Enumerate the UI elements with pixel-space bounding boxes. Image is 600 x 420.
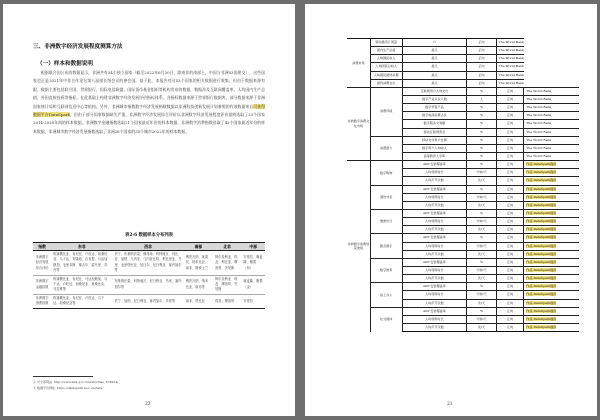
unit-cell: 分钟/天 (467, 291, 496, 299)
unit-cell: % (467, 112, 496, 120)
unit-cell: 分钟/天 (467, 315, 496, 323)
table-row (347, 258, 579, 266)
unit-cell: 分钟/天 (467, 266, 496, 274)
indicator-cell: 人均使用时长 (402, 266, 467, 274)
table-row (347, 79, 579, 87)
unit-cell: 人 (467, 95, 496, 103)
table-row (33, 275, 265, 294)
source-cell (524, 242, 579, 250)
table-cell: 博茨瓦纳、纳米比亚、南非等 (184, 275, 213, 294)
group-cell: 非洲数字消费场景类别 (347, 161, 370, 332)
subgroup-label-cell: 数字教育 (370, 258, 402, 282)
body-paragraph (33, 69, 265, 136)
table-row (33, 294, 265, 308)
indicator-cell: 移动互联网普及 (402, 128, 467, 136)
highlighted-source: 作品 DataSpark提供 (526, 268, 557, 272)
direction-cell: 正向 (496, 136, 524, 144)
indicator-cell: 人均使用时长 (402, 193, 467, 201)
table-header-cell: 南部 (184, 243, 213, 251)
highlighted-source: 作品 DataSpark提供 (526, 235, 557, 240)
direction-cell: 正向 (496, 185, 524, 193)
paragraph-text-1: 根据联合国公布的数据显示，非洲共有54个独立国家（截至2022年6月30日，除南非的南部士，中国与非洲53国建交），这些国家也正是2021年中非合作论坛第八届部长级会议的参会国。基于此，本报告对这53个国家的相关数据进行收集，但由于数据来源有限，数据主要包括联合国、世界银行、国际电信联盟、国际货币基金组织等机构发布的数据，数据涉及互联网覆盖率、人均国内生产总值、外国直接投资等指标。在此基础上构建非洲数字经济发展评价指标体系，各指标数据来源于世界银行数据库，部分数据来源于非洲国家统计局和互联网信息中心等机构。另外，非洲城市指数数字经济发展指数数据以非洲科技创新发展计划参照的有效数据来自 (33, 70, 265, 109)
table-header-cell: 东非 (51, 243, 112, 251)
direction-cell: 正向 (467, 71, 496, 79)
direction-cell: 正向 (496, 104, 524, 112)
indicator-cell: APP 安装覆盖率 (402, 307, 467, 315)
source-cell (524, 266, 579, 274)
source-cell (524, 283, 579, 291)
indicator-cell: 人均使用时长 (402, 291, 467, 299)
unit-cell: 美元 (402, 79, 467, 87)
table-row (347, 136, 579, 144)
table-row (347, 39, 579, 47)
source-cell (524, 169, 579, 177)
source-cell (524, 193, 579, 201)
direction-cell: 正向 (496, 291, 524, 299)
indicator-cell: 数字零售产品 (402, 104, 467, 112)
subsection-heading: （一）样本和数据说明 (37, 61, 93, 67)
source-cell (524, 209, 579, 217)
highlighted-source: 作品 DataSpark提供 (526, 227, 557, 232)
source-cell: The World Bank (524, 120, 579, 128)
unit-cell: % (467, 144, 496, 152)
indicator-cell: APP 安装覆盖率 (402, 258, 467, 266)
unit-cell: % (467, 128, 496, 136)
indicator-cell: 移动支付用户比例 (402, 136, 467, 144)
unit-cell: 分钟/天 (467, 242, 496, 250)
direction-cell: 正向 (496, 128, 524, 136)
highlighted-source: 作品 DataSpark提供 (526, 324, 557, 329)
source-cell (524, 218, 579, 226)
unit-cell: % (467, 104, 496, 112)
source-cell: The World Bank (496, 63, 524, 71)
source-cell (524, 307, 579, 315)
highlighted-source: 作品 DataSpark提供 (526, 186, 557, 191)
source-cell: The World Bank (524, 87, 579, 95)
indicator-cell: 人均使用时长 (402, 242, 467, 250)
direction-cell: 正向 (467, 47, 496, 55)
unit-cell: 美元 (402, 71, 467, 79)
unit-cell: 美元 (402, 47, 467, 55)
highlighted-source: 作品 DataSpark提供 (526, 162, 557, 167)
source-cell (524, 177, 579, 185)
table-row (347, 307, 579, 315)
indicator-cell: 人均打开次数 (402, 299, 467, 307)
direction-cell: 正向 (496, 266, 524, 274)
unit-cell: 次/天 (467, 250, 496, 258)
indicator-cell: 最终消费支出 (370, 79, 402, 87)
group-cell: 非洲数字消费文化市场 (347, 87, 370, 160)
direction-cell: 正向 (496, 258, 524, 266)
table-cell: 阿尔及利亚、埃及、利比亚、摩洛哥、突尼斯 (213, 251, 241, 276)
direction-cell: 正向 (496, 201, 524, 209)
source-cell (524, 299, 579, 307)
indicator-cell: 高等教育人学率 (402, 152, 467, 160)
indicator-cell: 人均使用时长 (402, 315, 467, 323)
source-cell: The World Bank (524, 128, 579, 136)
footnote-1: ① 外交部网站: http://www.mfa.gov.cn/web/ziliao_674904/ (33, 380, 119, 384)
table-row (347, 71, 579, 79)
source-cell: The World Bank (524, 104, 579, 112)
indicator-cell: 数字电商消费占比 (402, 112, 467, 120)
highlighted-source: 作品 DataSpark提供 (526, 219, 557, 224)
unit-cell: 次/天 (467, 226, 496, 234)
table-row (347, 185, 579, 193)
unit-cell: 次/天 (467, 275, 496, 283)
direction-cell: 正向 (496, 234, 524, 242)
direction-cell: 正向 (496, 161, 524, 169)
source-cell: The World Bank (524, 136, 579, 144)
unit-cell: % (467, 283, 496, 291)
unit-cell: 次/天 (467, 323, 496, 331)
source-cell (524, 275, 579, 283)
unit-cell: % (467, 258, 496, 266)
direction-cell: 正向 (496, 169, 524, 177)
indicator-cell: 人均打开次数 (402, 177, 467, 185)
highlighted-source: 作品 DataSpark提供 (526, 194, 557, 199)
direction-cell: 正向 (496, 226, 524, 234)
table-row (347, 283, 579, 291)
page-number: 21 (447, 402, 453, 407)
table-row (347, 55, 579, 63)
indicator-cell: 数字产业从业人数 (402, 95, 467, 103)
footnote-divider (33, 376, 93, 377)
source-cell (524, 291, 579, 299)
source-cell: The World Bank (524, 95, 579, 103)
direction-cell: 正向 (496, 315, 524, 323)
highlighted-source: 作品 DataSpark提供 (526, 202, 557, 207)
table-cell: 南非、赞比亚 (184, 294, 213, 308)
indicator-cell: 人均国民收入 (370, 55, 402, 63)
unit-cell: 分钟/天 (467, 169, 496, 177)
table-title: 表2-6 数据样本分布列表 (125, 233, 173, 238)
highlighted-source: 作品 DataSpark提供 (526, 300, 557, 305)
unit-cell: % (467, 87, 496, 95)
direction-cell: 正向 (496, 218, 524, 226)
page-number: 23 (145, 402, 151, 407)
table-header-cell: 中部 (241, 243, 265, 251)
table-header-row (33, 243, 265, 251)
section-heading: 三、非洲数字经济发展程度测算方法 (33, 44, 123, 50)
indicator-cell: APP 安装覆盖率 (402, 283, 467, 291)
direction-cell: 正向 (496, 242, 524, 250)
direction-cell: 正向 (496, 152, 524, 160)
source-cell: The World Bank (524, 112, 579, 120)
table-cell: 安哥拉 (241, 294, 265, 308)
direction-cell: 正向 (467, 79, 496, 87)
indicator-cell: 人均使用时长 (402, 169, 467, 177)
source-cell: The World Bank (496, 71, 524, 79)
sample-distribution-table (33, 242, 265, 309)
indicator-cell: 人均打开次数 (402, 275, 467, 283)
indicator-cell: APP 安装覆盖率 (402, 161, 467, 169)
table-cell: 贝宁、加纳、尼日利亚、塞内加尔、多哥等 (112, 294, 183, 308)
table-row (347, 234, 579, 242)
direction-cell: 正向 (467, 55, 496, 63)
highlighted-source: 作品 DataSpark提供 (526, 259, 557, 264)
source-cell: The World Bank (524, 144, 579, 152)
table-cell: 阿尔及利亚、埃及、摩洛哥、突尼斯 (213, 275, 241, 294)
source-cell: The World Bank (496, 47, 524, 55)
indicator-cell: 人均国民总收入 (370, 63, 402, 71)
direction-cell: 正向 (467, 39, 496, 47)
highlighted-source: 作品 DataSpark提供 (526, 292, 557, 297)
direction-cell: 正向 (496, 177, 524, 185)
highlighted-source: 可获得数据平台DataSpark (33, 103, 266, 118)
highlighted-source: 作品 DataSpark提供 (526, 243, 557, 248)
table-cell: 埃塞俄比亚、肯尼亚、卢旺达、坦桑尼亚、乌干达、布隆迪、吉布提、马达加斯加、毛里求斯、塞舌尔、索马里、苏丹等 (51, 251, 112, 276)
direction-cell: 正向 (496, 193, 524, 201)
source-cell (524, 226, 579, 234)
indicator-cell: 互联网用户人均支出 (402, 87, 467, 95)
source-cell: The World Bank (524, 152, 579, 160)
subgroup-label-cell: 消费环境 (370, 87, 402, 136)
source-cell (524, 161, 579, 169)
unit-cell: 次/天 (467, 201, 496, 209)
indicator-cell: APP 安装覆盖率 (402, 234, 467, 242)
direction-cell: 正向 (496, 283, 524, 291)
highlighted-source: 作品 DataSpark提供 (526, 316, 557, 321)
indicator-cell: 人均打开次数 (402, 250, 467, 258)
direction-cell: 正向 (496, 209, 524, 217)
indicator-table (347, 38, 579, 332)
table-row (347, 161, 579, 169)
unit-cell: 分钟/天 (467, 218, 496, 226)
source-cell (524, 258, 579, 266)
subgroup-label-cell: 影音娱乐 (370, 234, 402, 258)
table-row (347, 47, 579, 55)
row-label-cell: 非洲数字金融指数 (33, 275, 51, 294)
subgroup-label-cell: 消费市场 (347, 39, 370, 88)
direction-cell: 正向 (496, 87, 524, 95)
unit-cell: % (467, 152, 496, 160)
indicator-cell: 移动通讯订阅量 (370, 39, 402, 47)
row-label-cell: 非洲数字消费指数 (33, 294, 51, 308)
table-cell: 埃塞俄比亚、肯尼亚、马达加斯加、乌干达、卢旺达、坦桑尼亚、莫桑比克、马拉维等 (51, 275, 112, 294)
highlighted-source: 作品 DataSpark提供 (526, 308, 557, 313)
highlighted-source: 作品 DataSpark提供 (526, 276, 557, 281)
subgroup-label-cell: 数字购物 (370, 161, 402, 185)
unit-cell: 次/天 (467, 299, 496, 307)
source-cell: The World Bank (496, 79, 524, 87)
source-cell: The World Bank (496, 55, 524, 63)
direction-cell: 正向 (496, 323, 524, 331)
direction-cell: 正向 (496, 144, 524, 152)
source-cell (524, 323, 579, 331)
source-cell (524, 250, 579, 258)
table-header-cell: 北非 (213, 243, 241, 251)
direction-cell: 正向 (496, 95, 524, 103)
table-row (33, 251, 265, 276)
source-cell (524, 315, 579, 323)
table-row (347, 87, 579, 95)
subgroup-label-cell: 社交媒体 (370, 307, 402, 331)
source-cell (524, 201, 579, 209)
unit-cell: % (467, 185, 496, 193)
unit-cell: % (467, 307, 496, 315)
direction-cell: 正向 (467, 63, 496, 71)
indicator-cell: 人均打开次数 (402, 226, 467, 234)
source-cell: The World Bank (496, 39, 524, 47)
indicator-cell: 人均打开次数 (402, 201, 467, 209)
table-header-cell: 西非 (112, 243, 183, 251)
source-cell (524, 234, 579, 242)
direction-cell: 正向 (496, 299, 524, 307)
table-cell: 博茨瓦纳、莱索托、纳米比亚、南非、斯威士兰 (184, 251, 213, 276)
indicator-cell: APP 安装覆盖率 (402, 185, 467, 193)
subgroup-label-cell: 消费潜力 (370, 136, 402, 160)
indicator-cell: 人均打开次数 (402, 323, 467, 331)
highlighted-source: 作品 DataSpark提供 (526, 170, 557, 175)
unit-cell: % (467, 234, 496, 242)
highlighted-source: 作品 DataSpark提供 (526, 284, 557, 289)
indicator-cell: 人均国民最终消费 (370, 71, 402, 79)
unit-cell: % (467, 120, 496, 128)
row-label-cell: 非洲数字经济发展综合评价 (33, 251, 51, 276)
unit-cell: % (467, 209, 496, 217)
table-cell: 埃及、摩洛哥 (213, 294, 241, 308)
paragraph-text-2: ，但由于部分国家数据缺失严重，非洲数字经济发展综合评价以非洲数字经济发展程度评价最终选取了33个国家2014-2020年间的样本数据，非洲数字金融指数选取21个国家最近年份的样本数据，非洲数字消费指数选取了42个国家最近年份的样本数据，非洲城市数字经济发展指数选取了非洲26个国家的35个城市2022年的样本数据。 (33, 112, 265, 134)
unit-cell: 美元 (402, 55, 467, 63)
subgroup-label-cell: 旅游出行 (370, 209, 402, 233)
indicator-cell: 国内生产总值 (370, 47, 402, 55)
indicator-cell: 数字用户人均收入 (402, 144, 467, 152)
direction-cell: 正向 (496, 112, 524, 120)
subgroup-label-cell: 线上办公 (370, 283, 402, 307)
table-row (347, 209, 579, 217)
right-document-page (305, 4, 597, 416)
direction-cell: 正向 (496, 120, 524, 128)
table-header-cell: 指数 (33, 243, 51, 251)
table-row (347, 63, 579, 71)
table-cell: 埃塞俄比亚、肯尼亚、卢旺达、乌干达、坦桑尼亚等 (51, 294, 112, 308)
highlighted-source: 作品 DataSpark提供 (526, 211, 557, 216)
left-document-page (3, 4, 295, 416)
unit-cell: 美元 (402, 63, 467, 71)
unit-cell: % (467, 161, 496, 169)
highlighted-source: 作品 DataSpark提供 (526, 251, 557, 256)
table-cell: 贝宁、布基纳法索、佛得角、科特迪瓦、冈比亚、加纳、几内亚、几内亚比绍、利比里亚、马里、毛里塔尼亚、尼日尔、尼日利亚、塞内加尔等 (112, 251, 183, 276)
subgroup-label-cell: 餐饮外卖 (370, 185, 402, 209)
indicator-cell: 人均使用时长 (402, 218, 467, 226)
source-cell (524, 185, 579, 193)
indicator-cell: APP 安装覆盖率 (402, 209, 467, 217)
unit-cell: % (467, 136, 496, 144)
table-cell: 安哥拉、喀麦隆、刚果（布） (241, 251, 265, 276)
direction-cell: 正向 (496, 250, 524, 258)
table-cell: 布基纳法索、科特迪瓦、尼日利亚、马里、塞内加尔等 (112, 275, 183, 294)
direction-cell: 正向 (496, 275, 524, 283)
table-cell: 喀麦隆、刚果（金） (241, 275, 265, 294)
unit-cell: 分钟/天 (467, 193, 496, 201)
highlighted-source: 作品 DataSpark提供 (526, 178, 557, 183)
unit-cell: 次/天 (467, 177, 496, 185)
indicator-cell: 数字服务交易额 (402, 120, 467, 128)
unit-cell: 户 (402, 39, 467, 47)
direction-cell: 正向 (496, 307, 524, 315)
footnote-2: ② 数据平台网址: https://dataspark.sioc.cn/data (33, 386, 103, 390)
